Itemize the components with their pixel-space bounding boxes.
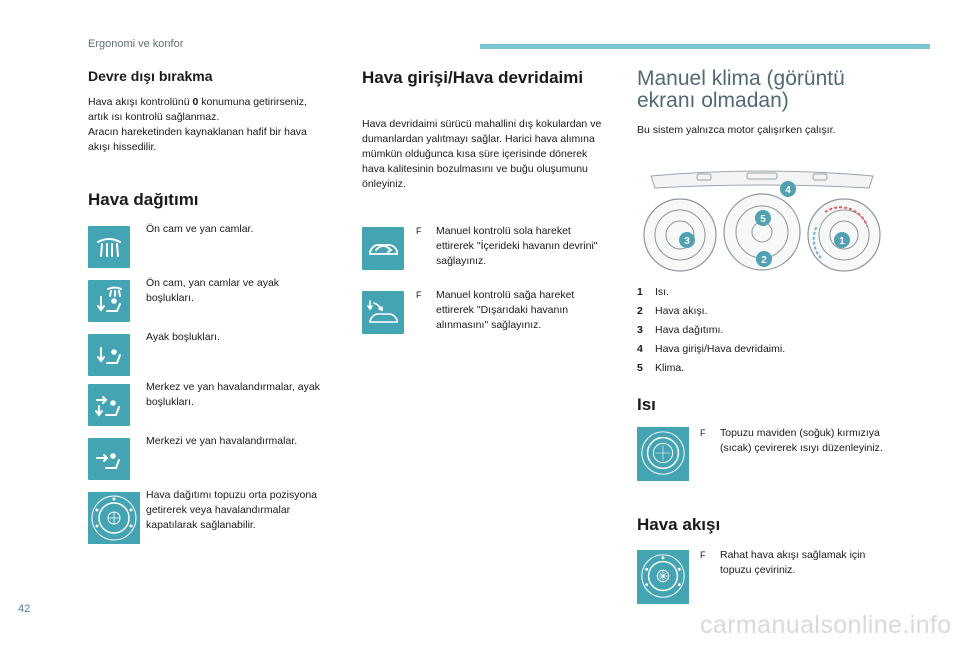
face-airflow-icon (88, 438, 130, 480)
legend-num: 3 (637, 324, 643, 336)
devre-line1-bold: 0 (192, 96, 199, 108)
dagitim-item-2-text: Ön cam, yan camlar ve ayak boşlukları. (146, 277, 280, 304)
legend-item (637, 283, 887, 302)
legend-item (637, 321, 887, 340)
legend-num: 2 (637, 305, 643, 317)
dagitim-item-5-text: Merkezi ve yan havalandırmalar. (146, 435, 298, 447)
giris-item-2-text: Manuel kontrolü sağa hareket ettirerek "Dışarıdaki havanın alınmasını" sağlayınız. (436, 289, 575, 331)
giris-body: Hava devridaimi sürücü mahallini dış kokulardan ve dumanlardan yalıtmayı sağlar. Harici hava alımına mümkün olduğunca kısa süre içerisinde dönerek hava kalitesinin bozulmasını ve buğu oluşumunu önleyiniz. (362, 118, 602, 190)
legend-num: 4 (637, 343, 643, 355)
legend-num: 5 (637, 362, 643, 374)
devre-line3: Aracın hareketinden kaynaklanan hafif bir hava (88, 126, 307, 138)
giris-item-1 (416, 224, 606, 269)
akis-text: Rahat hava akışı sağlamak için topuzu çeviriniz. (720, 549, 866, 576)
callout-3: 3 (684, 236, 690, 247)
callout-5: 5 (760, 214, 766, 225)
legend-text: Hava dağıtımı. (655, 324, 724, 336)
fresh-air-icon (362, 291, 404, 334)
devre-title: Devre dışı bırakma (88, 68, 213, 84)
bullet-icon: F (700, 550, 706, 560)
callout-1: 1 (839, 236, 845, 247)
dagitim-item-6-text: Hava dağıtımı topuzu orta pozisyona getirerek veya havalandırmalar kapatılarak sağlanabilir. (146, 489, 318, 531)
face-feet-airflow-icon (88, 384, 130, 426)
giris-item-2 (416, 288, 606, 333)
manuel-title: Manuel klima (görüntü ekranı olmadan) (637, 67, 845, 112)
legend-list (637, 283, 887, 378)
header-accent-bar (480, 44, 930, 49)
devre-line1-pre: Hava akışı kontrolünü (88, 96, 193, 108)
page-number: 42 (18, 603, 31, 615)
devre-body (88, 95, 348, 155)
isi-text: Topuzu maviden (soğuk) kırmızıya (sıcak) çevirerek ısıyı düzenleyiniz. (720, 427, 883, 454)
bullet-icon: F (700, 428, 706, 438)
legend-item (637, 340, 887, 359)
callout-2: 2 (761, 255, 767, 266)
callout-4: 4 (785, 185, 791, 196)
legend-item (637, 359, 887, 378)
bullet-icon: F (416, 290, 422, 300)
devre-line4: akışı hissedilir. (88, 141, 157, 153)
legend-text: Hava akışı. (655, 305, 708, 317)
climate-control-panel-illustration (637, 166, 887, 276)
watermark: carmanualsonline.info (700, 611, 952, 639)
legend-item (637, 302, 887, 321)
legend-num: 1 (637, 286, 643, 298)
legend-text: Klima. (655, 362, 685, 374)
manuel-intro: Bu sistem yalnızca motor çalışırken çalışır. (637, 124, 836, 136)
dagitim-item-1-text: Ön cam ve yan camlar. (146, 223, 254, 235)
recirculation-icon (362, 227, 404, 270)
feet-airflow-icon (88, 334, 130, 376)
isi-title: Isı (637, 395, 656, 414)
section-label: Ergonomi ve konfor (88, 38, 184, 50)
distribution-knob-icon (88, 492, 140, 544)
dagitim-title: Hava dağıtımı (88, 190, 199, 209)
bullet-icon: F (416, 226, 422, 236)
airflow-knob-icon (637, 550, 689, 604)
dagitim-item-4-text: Merkez ve yan havalandırmalar, ayak boşlukları. (146, 381, 320, 408)
legend-text: Isı. (655, 286, 670, 298)
heat-knob-icon (637, 427, 689, 481)
legend-text: Hava girişi/Hava devridaimi. (655, 343, 786, 355)
dagitim-item-3-text: Ayak boşlukları. (146, 331, 220, 343)
windshield-feet-icon (88, 280, 130, 322)
giris-title: Hava girişi/Hava devridaimi (362, 68, 584, 87)
windshield-defrost-icon (88, 226, 130, 268)
isi-item (700, 426, 890, 456)
devre-line1-post: konumuna getirirseniz, (198, 96, 307, 108)
devre-line2: artık ısı kontrolü sağlanmaz. (88, 111, 220, 123)
giris-item-1-text: Manuel kontrolü sola hareket ettirerek "İçerideki havanın devrini" sağlayınız. (436, 225, 598, 267)
akis-item (700, 548, 890, 578)
akis-title: Hava akışı (637, 515, 721, 534)
